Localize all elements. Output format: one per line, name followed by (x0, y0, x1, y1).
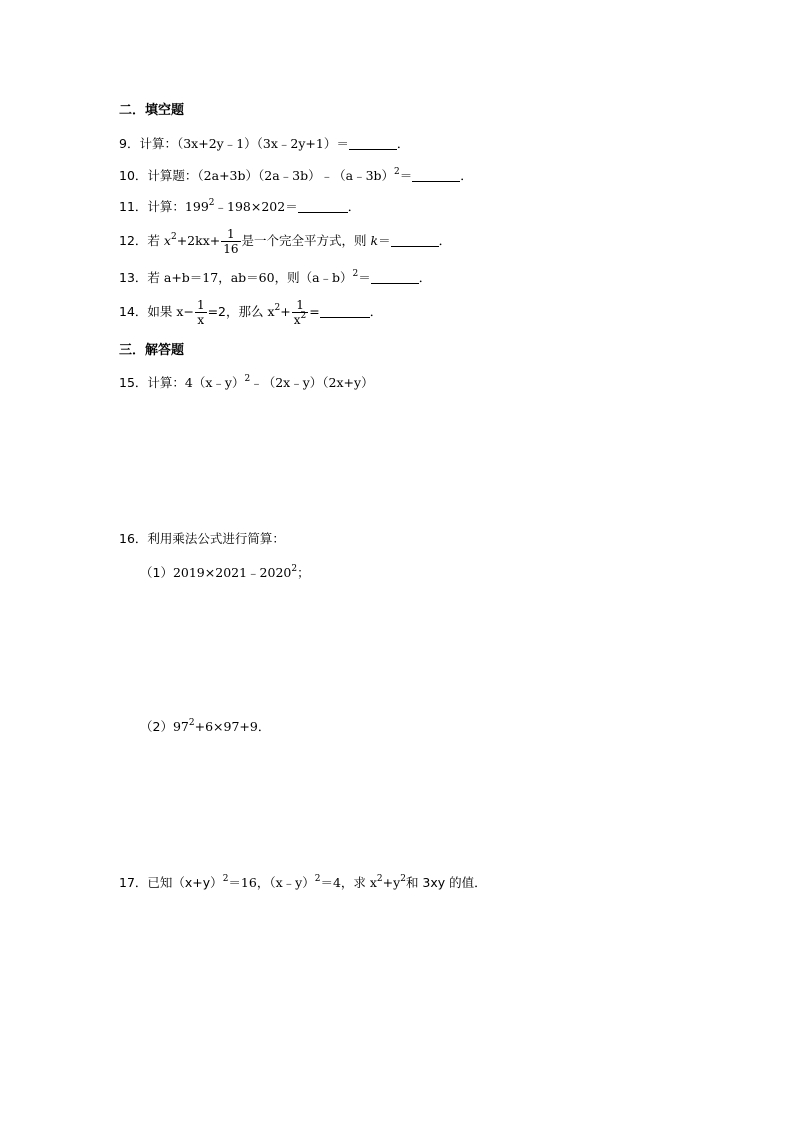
fraction-1-over-16 (221, 227, 240, 256)
question-end: ； (297, 565, 310, 580)
fraction-numerator: 1 (292, 298, 309, 313)
exponent: 2 (376, 874, 383, 884)
question-expression: ﹣198×202＝ (214, 199, 298, 214)
fraction-denominator: x (197, 313, 205, 327)
question-end: ． (396, 136, 410, 151)
question-number: 16． (119, 531, 148, 546)
question-text: 是一个完全平方式，则 (241, 233, 371, 248)
question-prefix: 若 (147, 233, 164, 248)
question-expression: ﹣（2x﹣y）（2x+y） (250, 375, 374, 390)
section-heading-fill-blank: 二．填空题 (119, 103, 185, 118)
question-expression: （2a+3b）（2a﹣3b）﹣（a﹣3b） (197, 168, 395, 183)
exponent: 2 (314, 874, 321, 884)
plus-sign: + (280, 304, 291, 319)
question-number: 12． (119, 233, 148, 248)
question-9 (119, 136, 409, 152)
question-end: ． (418, 270, 432, 285)
answer-blank[interactable] (320, 305, 370, 318)
exponent: 2 (188, 718, 195, 728)
question-number: 13． (119, 270, 148, 285)
minus-sign: − (183, 304, 194, 319)
exponent: 2 (394, 167, 400, 177)
equals-sign: ＝ (399, 168, 413, 183)
question-11 (119, 199, 360, 215)
fraction-1-over-x-squared (292, 298, 309, 327)
question-number: 9． (119, 136, 140, 151)
question-16-part-1 (140, 565, 310, 581)
question-expression: +6×97+9． (194, 719, 271, 734)
question-end: ． (347, 199, 361, 214)
part-label: （1） (140, 565, 173, 580)
question-label: 计算题： (147, 168, 198, 183)
exponent: 2 (222, 874, 229, 884)
question-expression: （3x+2y﹣1）（3x﹣2y+1）＝ (176, 136, 349, 151)
exponent: 2 (170, 232, 177, 242)
answer-blank[interactable] (391, 234, 439, 247)
question-text: ＝16，（x﹣y） (228, 875, 315, 890)
question-14 (119, 296, 382, 328)
exponent: 2 (400, 874, 406, 884)
answer-blank[interactable] (371, 271, 419, 284)
question-text: +y (382, 875, 401, 890)
question-text: ＝4，求 x (320, 875, 377, 890)
fraction-numerator: 1 (196, 298, 205, 312)
question-expression: 4（x﹣y） (184, 375, 245, 390)
question-text: =2，那么 (207, 304, 268, 319)
question-prefix: 如果 (147, 304, 177, 319)
question-text: 已知（x+y） (147, 875, 223, 890)
fraction-denominator: 16 (223, 242, 239, 256)
variable-k: k (370, 233, 379, 248)
question-16 (119, 531, 285, 547)
question-end: ． (369, 304, 383, 319)
question-number: 15． (119, 375, 148, 390)
fraction-denominator (292, 313, 309, 327)
variable-x: x (163, 233, 171, 248)
question-number: 10． (119, 168, 148, 183)
question-text: 和 3xy 的值． (405, 875, 487, 890)
question-label: 计算： (147, 375, 185, 390)
question-13 (119, 270, 431, 286)
question-number: 11． (119, 199, 148, 214)
base-number: 97 (172, 719, 189, 734)
part-label: （2） (140, 719, 173, 734)
question-expression: +2kx+ (176, 233, 221, 248)
equals-sign: = (309, 304, 320, 319)
question-end: ． (460, 168, 473, 183)
question-expression: 2019×2021﹣2020 (172, 565, 292, 580)
base-number: 199 (184, 199, 209, 214)
equals-sign: ＝ (358, 270, 371, 285)
question-12 (119, 226, 451, 256)
exponent: 2 (208, 198, 215, 208)
exponent: 2 (300, 311, 307, 321)
answer-blank[interactable] (349, 137, 397, 150)
variable-x: x (267, 304, 275, 319)
exponent: 2 (244, 374, 251, 384)
fraction-1-over-x (195, 298, 207, 327)
question-16-part-2 (140, 719, 270, 735)
equals-sign: ＝ (378, 233, 391, 248)
fraction-numerator: 1 (221, 227, 240, 242)
exponent: 2 (291, 564, 298, 574)
section-heading-answer-questions: 三．解答题 (119, 343, 185, 358)
exponent: 2 (274, 303, 281, 313)
exponent: 2 (352, 269, 359, 279)
variable-x: x (176, 304, 184, 319)
question-number: 14． (119, 304, 148, 319)
question-10 (119, 168, 473, 184)
answer-blank[interactable] (298, 200, 348, 213)
denominator-base: x (293, 313, 301, 327)
question-17 (119, 875, 487, 891)
question-label: 计算： (139, 136, 177, 151)
question-text: 若 a+b＝17，ab＝60，则（a﹣b） (147, 270, 353, 285)
question-text: 利用乘法公式进行简算： (147, 531, 285, 546)
question-15 (119, 375, 374, 391)
question-end: ． (438, 233, 452, 248)
question-number: 17． (119, 875, 148, 890)
question-label: 计算： (147, 199, 185, 214)
answer-blank[interactable] (412, 169, 460, 182)
